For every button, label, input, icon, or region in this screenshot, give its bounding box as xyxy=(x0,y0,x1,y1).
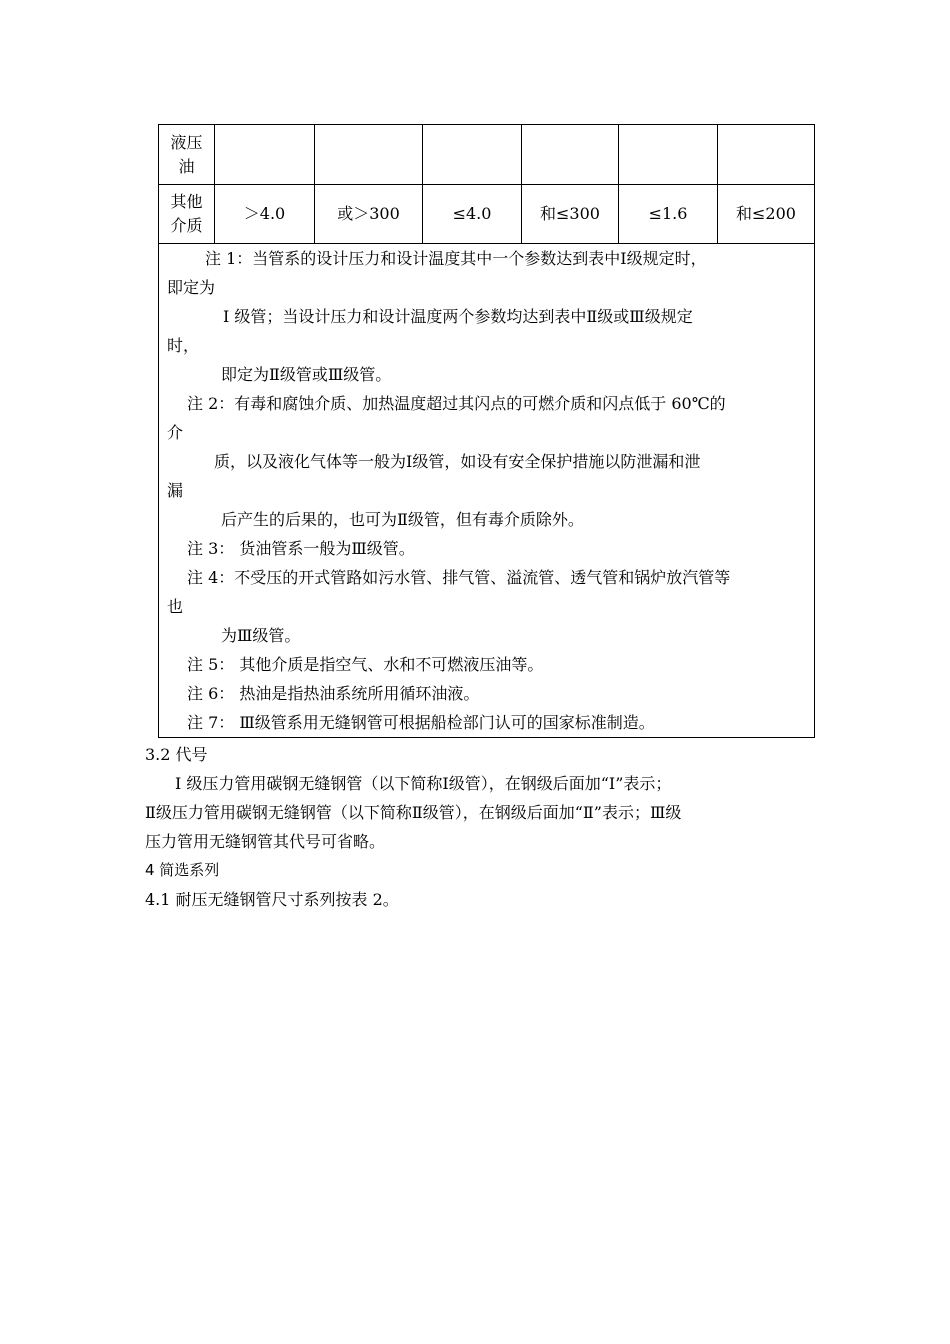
note-line: 注 1：当管系的设计压力和设计温度其中一个参数达到表中Ⅰ级规定时， xyxy=(205,249,707,268)
medium-label-line: 其他 xyxy=(170,192,203,211)
note-line: 后产生的后果的，也可为Ⅱ级管，但有毒介质除外。 xyxy=(221,510,584,529)
table-cell: 或＞300 xyxy=(315,185,423,244)
notes-row xyxy=(159,244,815,738)
note-line: 注 6： 热油是指热油系统所用循环油液。 xyxy=(187,684,480,703)
medium-cell xyxy=(159,185,215,244)
table-cell xyxy=(619,125,718,185)
table-cell: 和≤200 xyxy=(718,185,815,244)
note-line: 即定为Ⅱ级管或Ⅲ级管。 xyxy=(221,365,392,384)
table-cell: ≤4.0 xyxy=(423,185,522,244)
note-line: 注 3： 货油管系一般为Ⅲ级管。 xyxy=(187,539,415,558)
note-line: 注 5： 其他介质是指空气、水和不可燃液压油等。 xyxy=(187,655,544,674)
note-line: 即定为 xyxy=(167,278,216,297)
table-cell xyxy=(215,125,315,185)
note-line: 漏 xyxy=(167,481,184,500)
medium-cell xyxy=(159,125,215,185)
table-cell xyxy=(423,125,522,185)
paragraph-line: 压力管用无缝钢管其代号可省略。 xyxy=(145,832,386,851)
pipe-class-table xyxy=(158,124,815,738)
medium-label-line: 液压 xyxy=(170,132,203,152)
notes-cell xyxy=(159,244,815,738)
table-row xyxy=(159,185,815,244)
table-cell xyxy=(315,125,423,185)
paragraph-line: Ⅱ级压力管用碳钢无缝钢管（以下简称Ⅱ级管），在钢级后面加“Ⅱ”表示；Ⅲ级 xyxy=(145,803,682,822)
note-line: 也 xyxy=(167,597,184,616)
note-line: Ⅰ 级管；当设计压力和设计温度两个参数均达到表中Ⅱ级或Ⅲ级规定 xyxy=(223,307,693,326)
medium-label-line: 介质 xyxy=(170,216,203,235)
table-cell: ≤1.6 xyxy=(619,185,718,244)
paragraph-line: Ⅰ 级压力管用碳钢无缝钢管（以下简称Ⅰ级管），在钢级后面加“Ⅰ”表示； xyxy=(175,774,672,793)
note-line: 注 4：不受压的开式管路如污水管、排气管、溢流管、透气管和锅炉放汽管等 xyxy=(187,568,731,587)
table-cell: ＞4.0 xyxy=(215,185,315,244)
note-line: 时， xyxy=(167,336,200,355)
table-cell: 和≤300 xyxy=(522,185,619,244)
section-4-1-line: 4.1 耐压无缝钢管尺寸系列按表 2。 xyxy=(145,890,399,909)
note-line: 注 2：有毒和腐蚀介质、加热温度超过其闪点的可燃介质和闪点低于 60℃的 xyxy=(187,394,726,413)
section-4-heading: 4 简选系列 xyxy=(145,861,220,879)
note-line: 质，以及液化气体等一般为Ⅰ级管，如设有安全保护措施以防泄漏和泄 xyxy=(214,452,701,471)
table-cell xyxy=(718,125,815,185)
section-3-2-heading: 3.2 代号 xyxy=(145,745,208,764)
medium-label-line: 油 xyxy=(178,156,195,176)
note-line: 介 xyxy=(167,423,184,442)
note-line: 注 7： Ⅲ级管系用无缝钢管可根据船检部门认可的国家标准制造。 xyxy=(187,713,655,732)
table-cell xyxy=(522,125,619,185)
table-row xyxy=(159,125,815,185)
note-line: 为Ⅲ级管。 xyxy=(221,626,301,645)
